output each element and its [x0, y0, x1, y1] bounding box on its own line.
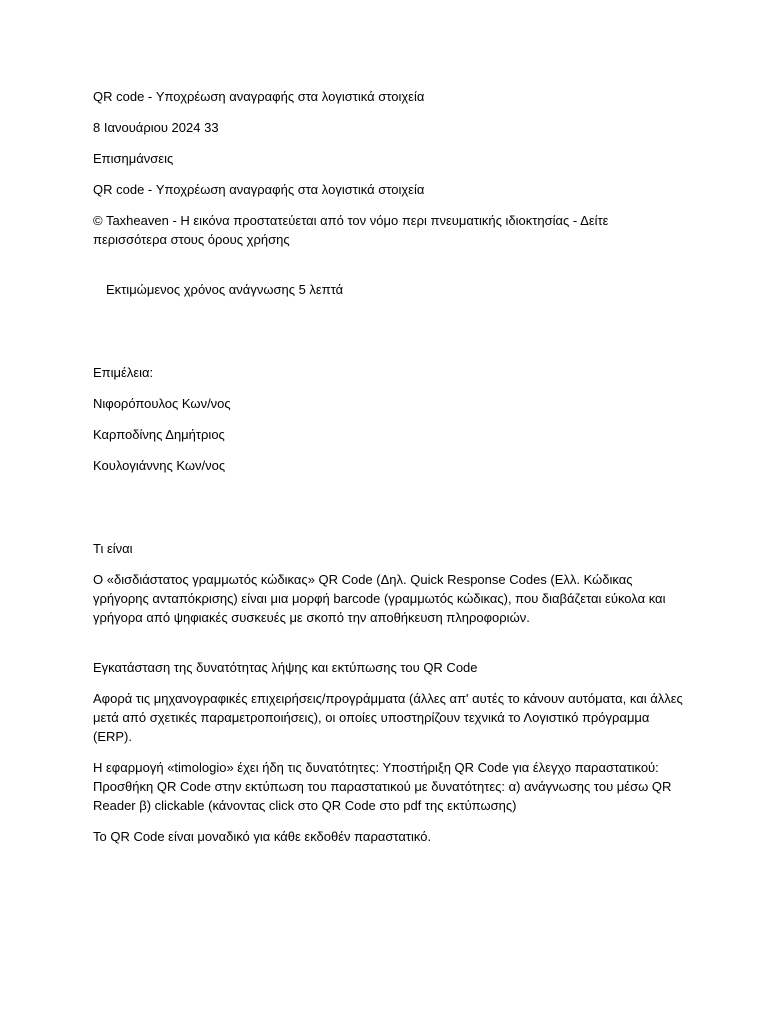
document-page: [93, 87, 683, 858]
installation-paragraph-2: Η εφαρμογή «timologio» έχει ήδη τις δυνατότητες: Υποστήριξη QR Code για έλεγχο παραστατικού: Προσθήκη QR Code στην εκτύπωση του παραστατικού με δυνατότητες: α) ανάγνωσης του μέσω QR Reader β) clickable (κάνοντας click στο QR Code στο pdf της εκτύπωσης): [93, 760, 672, 813]
editing-label: Επιμέλεια:: [93, 365, 154, 380]
category-label: Επισημάνσεις: [93, 151, 174, 166]
installation-paragraph-3: Το QR Code είναι μοναδικό για κάθε εκδοθέν παραστατικό.: [93, 829, 432, 844]
reading-time: Εκτιμώμενος χρόνος ανάγνωσης 5 λεπτά: [106, 282, 344, 297]
author-3: Κουλογιάννης Κων/νος: [93, 458, 226, 473]
author-1: Νιφορόπουλος Κων/νος: [93, 396, 231, 411]
section-heading-what-is: Τι είναι: [93, 541, 133, 556]
copyright-notice: © Taxheaven - Η εικόνα προστατεύεται από τον νόμο περι πνευματικής ιδιοκτησίας - Δείτε περισσότερα στους όρους χρήσης: [93, 213, 609, 247]
date-line: 8 Ιανουάριου 2024 33: [93, 120, 219, 135]
author-2: Καρποδίνης Δημήτριος: [93, 427, 225, 442]
section-body-what-is: Ο «δισδιάστατος γραμμωτός κώδικας» QR Code (Δηλ. Quick Response Codes (Ελλ. Κώδικας γρήγορης ανταπόκρισης) είναι μια μορφή barcode (γραμμωτός κώδικας), που διαβάζεται εύκολα και γρήγορα από ψηφιακές συσκευές με σκοπό την αποθήκευση πληροφοριών.: [93, 572, 666, 625]
document-title: QR code - Υποχρέωση αναγραφής στα λογιστικά στοιχεία: [93, 89, 425, 104]
document-subtitle: QR code - Υποχρέωση αναγραφής στα λογιστικά στοιχεία: [93, 182, 425, 197]
installation-paragraph-1: Αφορά τις μηχανογραφικές επιχειρήσεις/προγράμματα (άλλες απ' αυτές το κάνουν αυτόματα, και άλλες μετά από σχετικές παραμετροποιήσεις), οι οποίες υποστηρίζουν τεχνικά το Λογιστικό πρόγραμμα (ERP).: [93, 691, 683, 744]
section-heading-installation: Εγκατάσταση της δυνατότητας λήψης και εκτύπωσης του QR Code: [93, 660, 478, 675]
